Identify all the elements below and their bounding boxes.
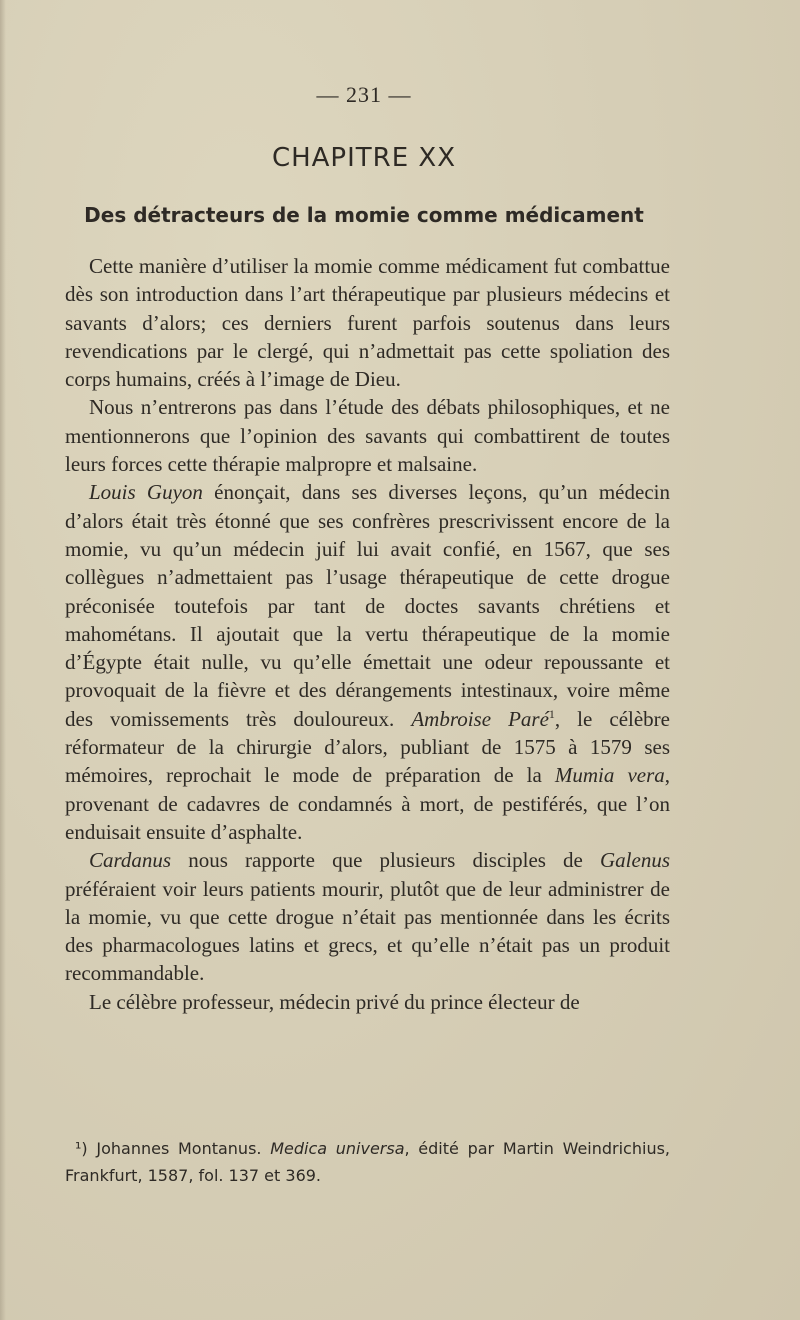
paragraph-text: , provenant de cadavres de condamnés à mort, de pestiférés, que l’on enduisait ensuite d’asphalte. [65, 763, 671, 844]
page-number: — 231 — [316, 82, 412, 107]
author-name: Cardanus [89, 848, 172, 873]
footnote-marker: ¹) [75, 1139, 88, 1158]
author-name: Galenus [600, 848, 670, 873]
footnote-reference[interactable]: 1 [548, 706, 555, 721]
body-text [65, 252, 670, 1016]
paragraph-5: Le célèbre professeur, médecin privé du prince électeur de [89, 989, 580, 1014]
cited-work: Medica universa [270, 1139, 405, 1158]
chapter-title: CHAPITRE XX [271, 143, 457, 173]
paragraph-text: préféraient voir leurs patients mourir, plutôt que de leur administrer de la momie, vu que cette drogue n’était pas mentionnée dans les écrits des pharmacologues latins et grecs, et qu’elle n’était pas un produit recommandable. [65, 876, 670, 986]
paragraph-text: nous rapporte que plusieurs disciples de [171, 848, 600, 873]
paragraph-1: Cette manière d’utiliser la momie comme médicament fut combattue dès son introduction dans l’art thérapeutique par plusieurs médecins et savants d’alors; ces derniers furent parfois soutenus dans leurs revendications par le clergé, qui n’admettait pas cette spoliation des corps humains, créés à l’image de Dieu. [65, 254, 670, 392]
page-edge-shadow [0, 0, 6, 1320]
footnote [65, 1135, 670, 1189]
paragraph-text: , le célèbre réformateur de la chirurgie d’alors, publiant de 1575 à 1579 ses mémoires, reprochait le mode de préparation de la [65, 706, 670, 788]
paragraph-2: Nous n’entrerons pas dans l’étude des débats philosophiques, et ne mentionnerons que l’opinion des savants qui combattirent de toutes leurs forces cette thérapie malpropre et malsaine. [65, 395, 670, 477]
footnote-text: , édité par Martin Weindrichius, Frankfurt, 1587, fol. 137 et 369. [65, 1139, 670, 1185]
latin-term: Mumia vera [554, 763, 665, 788]
section-title: Des détracteurs de la momie comme médicament [84, 203, 644, 227]
author-name: Louis Guyon [89, 480, 203, 505]
footnote-text: Johannes Montanus. [87, 1139, 271, 1158]
paragraph-text: énonçait, dans ses diverses leçons, qu’un médecin d’alors était très étonné que ses confrères prescrivissent encore de la momie, vu qu’un médecin juif lui avait confié, en 1567, que ses collègues n’admettaient pas l’usage thérapeutique de cette drogue préconisée toutefois par tant de doctes savants chrétiens et mahométans. Il ajoutait que la vertu thérapeutique de la momie d’Égypte était nulle, vu qu’elle émettait une odeur repoussante et provoquait de la fièvre et des dérangements intestinaux, voire même des vomissements très douloureux. [65, 480, 670, 731]
paragraph-3 [65, 478, 670, 846]
paragraph-4 [65, 846, 670, 987]
author-name: Ambroise Paré [411, 706, 549, 731]
